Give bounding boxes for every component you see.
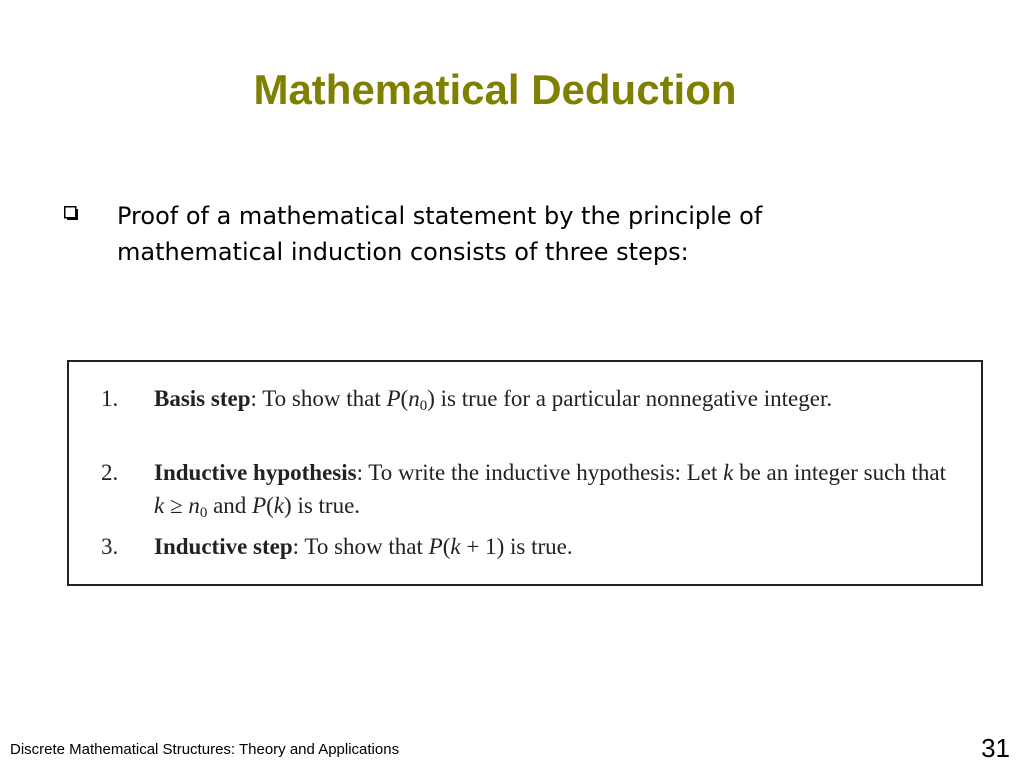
step-text: is true for a particular nonnegative integer. — [434, 386, 833, 411]
induction-steps-box — [67, 360, 983, 586]
step-text: is true. — [504, 534, 573, 559]
step-number: 3. — [101, 534, 119, 559]
math-subscript: 0 — [199, 505, 208, 521]
step-term: Basis step — [154, 386, 251, 411]
hollow-square-bullet-icon — [64, 206, 79, 221]
step-colon: : — [250, 386, 257, 411]
math-paren: ( — [266, 493, 274, 518]
math-relation: ≥ — [164, 493, 189, 518]
step-colon: : — [356, 460, 363, 485]
math-symbol: k — [450, 534, 461, 559]
math-paren: ( — [442, 534, 451, 559]
step-number: 2. — [101, 460, 119, 485]
step-term: Inductive step — [154, 534, 293, 559]
math-paren: ) — [284, 493, 292, 518]
bullet-text: Proof of a mathematical statement by the principle of mathematical induction consists of three steps: — [117, 202, 763, 266]
step-body — [154, 382, 954, 423]
math-symbol: n — [408, 386, 420, 411]
slide-title: Mathematical Deduction — [253, 66, 737, 113]
math-symbol: P — [386, 386, 401, 411]
step-text: is true. — [291, 493, 361, 518]
step-term: Inductive hypothesis — [154, 460, 357, 485]
math-paren: ) — [427, 386, 435, 411]
math-symbol: n — [188, 493, 200, 518]
math-symbol: P — [252, 493, 267, 518]
step-text: and — [207, 493, 253, 518]
math-paren: ( — [400, 386, 409, 411]
footer-course-title: Discrete Mathematical Structures: Theory and Applications — [10, 741, 400, 758]
step-colon: : — [292, 534, 300, 559]
step-number: 1. — [101, 386, 119, 411]
step-text: To show that — [256, 386, 387, 411]
step-text: To show that — [299, 534, 429, 559]
math-symbol: k — [154, 493, 165, 518]
step-text: To write the inductive hypothesis: Let — [362, 460, 724, 485]
math-subscript: 0 — [419, 398, 428, 414]
math-paren: ) — [496, 534, 505, 559]
math-symbol: k — [273, 493, 285, 518]
math-symbol: k — [723, 460, 734, 485]
page-number: 31 — [981, 733, 1010, 763]
math-plus: + 1 — [460, 534, 497, 559]
step-body — [154, 530, 954, 563]
math-symbol: P — [428, 534, 443, 559]
step-body — [154, 456, 954, 530]
step-text: be an integer such that — [733, 460, 947, 485]
